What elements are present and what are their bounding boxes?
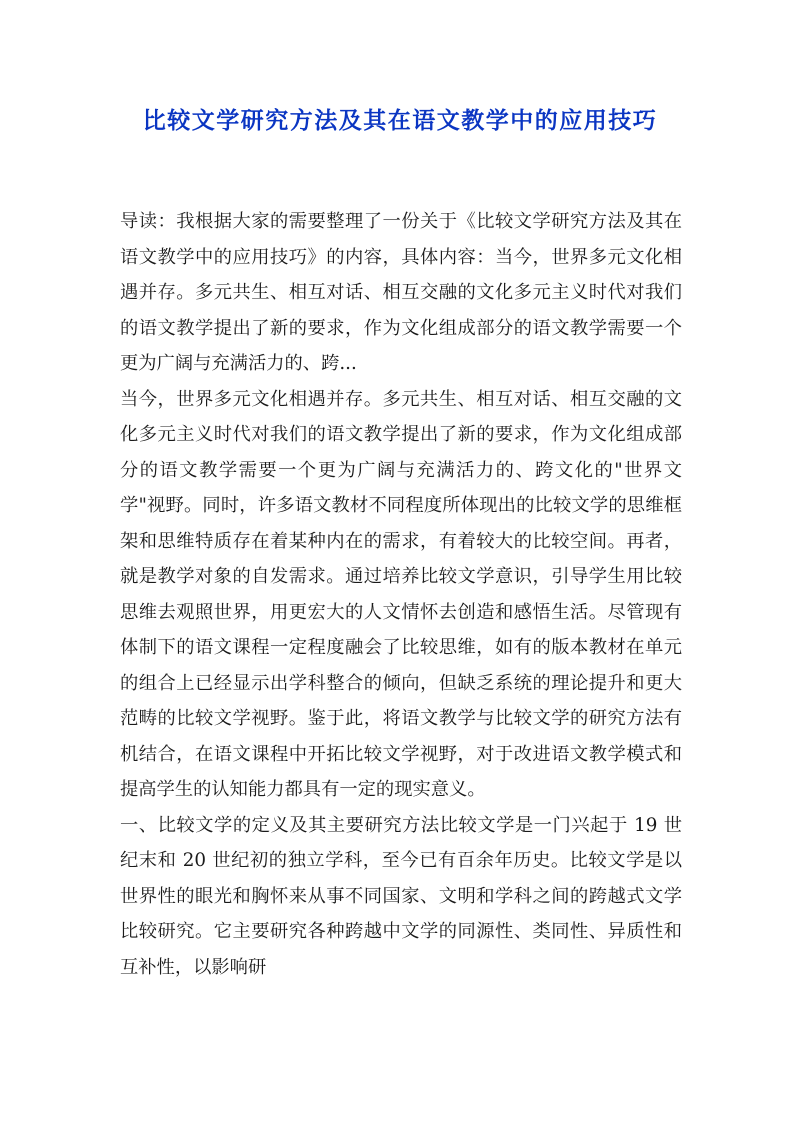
body-paragraph: 当今，世界多元文化相遇并存。多元共生、相互对话、相互交融的文化多元主义时代对我们的语文教学提出了新的要求，作为文化组成部分的语文教学需要一个更为广阔与充满活力的、跨文化的"世界文学"视野。同时，许多语文教材不同程度所体现出的比较文学的思维框架和思维特质存在着某种内在的需求，有着较大的比较空间。再者，就是教学对象的自发需求。通过培养比较文学意识，引导学生用比较思维去观照世界，用更宏大的人文情怀去创造和感悟生活。尽管现有体制下的语文课程一定程度融会了比较思维，如有的版本教材在单元的组合上已经显示出学科整合的倾向，但缺乏系统的理论提升和更大范畴的比较文学视野。鉴于此，将语文教学与比较文学的研究方法有机结合，在语文课程中开拓比较文学视野，对于改进语文教学模式和提高学生的认知能力都具有一定的现实意义。 — [120, 388, 682, 800]
section-one-paragraph: 一、比较文学的定义及其主要研究方法比较文学是一门兴起于 19 世纪末和 20 世纪初的独立学科，至今已有百余年历史。比较文学是以世界性的眼光和胸怀来从事不同国家、文明和学科之间的跨越式文学比较研究。它主要研究各种跨越中文学的同源性、类同性、异质性和互补性，以影响研 — [120, 814, 682, 978]
document-body — [120, 204, 682, 985]
intro-paragraph: 导读：我根据大家的需要整理了一份关于《比较文学研究方法及其在语文教学中的应用技巧》的内容，具体内容：当今，世界多元文化相遇并存。多元共生、相互对话、相互交融的文化多元主义时代对我们的语文教学提出了新的要求，作为文化组成部分的语文教学需要一个更为广阔与充满活力的、跨... — [120, 211, 682, 374]
document-title: 比较文学研究方法及其在语文教学中的应用技巧 — [142, 107, 658, 134]
